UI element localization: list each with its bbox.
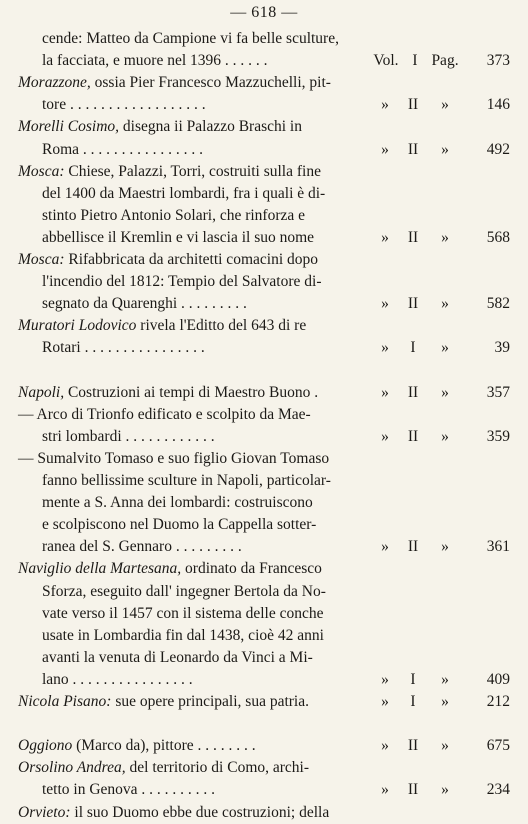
volume-number: I xyxy=(410,693,416,710)
index-line xyxy=(0,271,528,293)
entry-heading: Oggiono xyxy=(18,737,73,755)
entry-body: rivela l'Editto del 643 di re xyxy=(136,317,307,335)
page-marker: » xyxy=(441,781,449,799)
entry-text xyxy=(42,470,331,492)
entry-body: Rifabbricata da architetti comacini dopo xyxy=(64,251,318,268)
volume-marker: » xyxy=(381,96,389,114)
entry-text xyxy=(18,691,309,713)
volume-marker: Vol. xyxy=(373,52,399,70)
volume-marker: » xyxy=(381,427,389,445)
entry-text xyxy=(18,404,311,426)
index-line xyxy=(0,227,528,249)
volume-number: II xyxy=(407,538,419,556)
entry-body: stri lombardi . . . . . . . . . . . . xyxy=(42,427,215,445)
page-ref-number: 373 xyxy=(486,52,510,70)
entry-body: del territorio di Como, archi- xyxy=(125,759,310,777)
volume-marker: » xyxy=(381,228,389,246)
volume-number: II xyxy=(407,140,419,158)
entry-text xyxy=(18,315,306,337)
entry-text xyxy=(42,28,339,50)
entry-body: vate verso il 1457 con il sistema delle conche xyxy=(42,604,324,622)
entry-heading: Napoli, xyxy=(18,383,65,401)
entry-text xyxy=(42,271,322,293)
volume-marker: » xyxy=(381,737,389,755)
page-marker: » xyxy=(441,96,449,114)
entry-body: Sforza, eseguito dall' ingegner Bertola da No- xyxy=(42,582,326,600)
entry-body: Rotari . . . . . . . . . . . . . . . . xyxy=(42,339,205,357)
volume-number: I xyxy=(412,52,418,70)
entry-text xyxy=(42,293,247,315)
page-ref-number: 492 xyxy=(486,140,510,158)
volume-marker: » xyxy=(381,670,389,688)
page-ref-number: 568 xyxy=(486,228,510,246)
entry-body: (Marco da), pittore . . . . . . . . xyxy=(72,737,256,755)
entry-text xyxy=(42,514,316,536)
page-marker: » xyxy=(441,295,449,313)
page-ref-number: 212 xyxy=(486,693,510,710)
index-line xyxy=(0,293,528,315)
page-marker: » xyxy=(441,339,449,357)
index-line xyxy=(0,28,528,50)
entry-body: e scolpiscono nel Duomo la Cappella sotter- xyxy=(42,516,317,534)
entry-body: Costruzioni ai tempi di Maestro Buono . xyxy=(64,383,319,401)
entry-text xyxy=(42,603,324,625)
index-line xyxy=(0,116,528,138)
entry-body: segnato da Quarenghi . . . . . . . . . xyxy=(42,295,247,313)
entry-body: del 1400 da Maestri lombardi, fra i quali è di- xyxy=(42,184,326,202)
volume-number: I xyxy=(410,339,416,357)
index-line xyxy=(0,735,528,757)
page-marker: Pag. xyxy=(431,52,459,70)
entry-text xyxy=(18,382,318,404)
entry-body: abbellisce il Kremlin e vi lascia il suo nome xyxy=(42,228,315,246)
entry-body: usate in Lombardia fin dal 1438, cioè 42 anni xyxy=(42,626,324,644)
entry-text xyxy=(18,249,318,271)
index-line xyxy=(0,757,528,779)
entry-text xyxy=(18,735,256,757)
index-line xyxy=(0,205,528,227)
entry-text xyxy=(42,183,325,205)
index-line xyxy=(0,139,528,161)
volume-number: II xyxy=(407,781,419,799)
entry-body: Chiese, Palazzi, Torri, costruiti sulla fine xyxy=(64,162,321,180)
entry-text xyxy=(42,779,215,801)
index-line xyxy=(0,514,528,536)
index-line xyxy=(0,161,528,183)
entry-body: ordinato da Francesco xyxy=(181,560,322,578)
entry-heading: Orvieto: xyxy=(18,803,71,821)
volume-marker: » xyxy=(381,693,389,710)
index-line xyxy=(0,249,528,271)
entry-body: cende: Matteo da Campione vi fa belle sculture, xyxy=(42,30,339,47)
index-line xyxy=(0,72,528,94)
volume-number: II xyxy=(407,295,419,313)
entry-body: sue opere principali, sua patria. xyxy=(111,693,309,710)
entry-heading: Morelli Cosimo, xyxy=(18,118,120,136)
entry-body: mente a S. Anna dei lombardi: costruiscono xyxy=(42,494,313,512)
entry-body: ranea del S. Gennaro . . . . . . . . . xyxy=(42,538,242,556)
index-line xyxy=(0,581,528,603)
entry-heading: Mosca: xyxy=(18,251,65,268)
index-line xyxy=(0,691,528,713)
volume-number: II xyxy=(407,96,419,114)
index-line xyxy=(0,183,528,205)
entry-text xyxy=(42,536,242,558)
entry-heading: Naviglio della Martesana, xyxy=(18,560,182,578)
index-line xyxy=(0,382,528,404)
index-line xyxy=(0,536,528,558)
page-ref-number: 357 xyxy=(486,383,510,401)
index-line xyxy=(0,426,528,448)
entry-body: — Sumalvito Tomaso e suo figlio Giovan Tomaso xyxy=(18,449,330,467)
index-line xyxy=(0,448,528,470)
entry-text xyxy=(18,72,331,94)
entry-text xyxy=(42,94,206,116)
page-number: — 618 — xyxy=(230,4,298,21)
entry-heading: Muratori Lodovico xyxy=(18,317,137,335)
index-line xyxy=(0,337,528,359)
entry-text xyxy=(18,448,329,470)
index-line xyxy=(0,802,528,824)
volume-marker: » xyxy=(381,781,389,799)
entry-text xyxy=(42,669,193,691)
entry-text xyxy=(18,802,329,824)
index-line xyxy=(0,50,528,72)
page-ref-number: 146 xyxy=(486,96,510,114)
volume-marker: » xyxy=(381,140,389,158)
entry-heading: Morazzone, xyxy=(18,74,91,92)
volume-number: II xyxy=(407,228,419,246)
index-line xyxy=(0,470,528,492)
entry-body: — Arco di Trionfo edificato e scolpito da Mae- xyxy=(18,405,311,423)
volume-number: II xyxy=(407,383,419,401)
index-line xyxy=(0,558,528,580)
entry-text xyxy=(18,558,322,580)
entry-text xyxy=(18,757,309,779)
volume-number: I xyxy=(410,670,416,688)
entry-text xyxy=(42,139,203,161)
entry-body: tore . . . . . . . . . . . . . . . . . . xyxy=(42,96,206,114)
page-ref-number: 582 xyxy=(486,295,510,313)
entry-body: avanti la venuta di Leonardo da Vinci a Mi- xyxy=(42,648,313,666)
page-ref-number: 675 xyxy=(486,737,510,755)
index-line xyxy=(0,625,528,647)
volume-number: II xyxy=(407,737,419,755)
index-line xyxy=(0,603,528,625)
index-line xyxy=(0,404,528,426)
volume-number: II xyxy=(407,427,419,445)
page-ref-number: 409 xyxy=(486,670,510,688)
page-ref-number: 359 xyxy=(486,427,510,445)
entry-body: il suo Duomo ebbe due costruzioni; della xyxy=(70,803,330,821)
volume-marker: » xyxy=(381,383,389,401)
entry-text xyxy=(42,205,305,227)
page-ref-number: 361 xyxy=(486,538,510,556)
page-marker: » xyxy=(441,737,449,755)
index-line xyxy=(0,647,528,669)
entry-text xyxy=(42,492,313,514)
entry-text xyxy=(42,647,313,669)
entry-text xyxy=(18,116,302,138)
entry-heading: Nicola Pisano: xyxy=(18,693,112,710)
page-ref-number: 234 xyxy=(486,781,510,799)
page-marker: » xyxy=(441,383,449,401)
volume-marker: » xyxy=(381,339,389,357)
page-ref-number: 39 xyxy=(494,339,510,357)
entry-text xyxy=(18,161,321,183)
entry-body: disegna ii Palazzo Braschi in xyxy=(119,118,302,136)
index-line xyxy=(0,669,528,691)
index-line xyxy=(0,315,528,337)
entry-body: stinto Pietro Antonio Solari, che rinforza e xyxy=(42,206,306,224)
page-marker: » xyxy=(441,427,449,445)
entry-text xyxy=(42,426,215,448)
entry-text xyxy=(42,625,324,647)
entry-body: l'incendio del 1812: Tempio del Salvatore di- xyxy=(42,273,322,291)
entry-body: tetto in Genova . . . . . . . . . . xyxy=(42,781,216,799)
volume-marker: » xyxy=(381,295,389,313)
entry-heading: Orsolino Andrea, xyxy=(18,759,126,777)
entry-text xyxy=(42,227,314,249)
entry-text xyxy=(42,337,205,359)
page-marker: » xyxy=(441,670,449,688)
entry-body: lano . . . . . . . . . . . . . . . . xyxy=(42,670,193,688)
entry-body: la facciata, e muore nel 1396 . . . . . . xyxy=(42,52,268,70)
page-marker: » xyxy=(441,140,449,158)
entry-text xyxy=(42,50,268,72)
index-line xyxy=(0,492,528,514)
volume-marker: » xyxy=(381,538,389,556)
page-marker: » xyxy=(441,538,449,556)
index-line xyxy=(0,779,528,801)
entry-body: Roma . . . . . . . . . . . . . . . . xyxy=(42,140,204,158)
entry-body: ossia Pier Francesco Mazzuchelli, pit- xyxy=(90,74,331,92)
entry-heading: Mosca: xyxy=(18,162,65,180)
page-marker: » xyxy=(441,228,449,246)
entry-text xyxy=(42,581,326,603)
page-marker: » xyxy=(441,693,449,710)
entry-body: fanno bellissime sculture in Napoli, particolar- xyxy=(42,472,331,489)
index-line xyxy=(0,94,528,116)
